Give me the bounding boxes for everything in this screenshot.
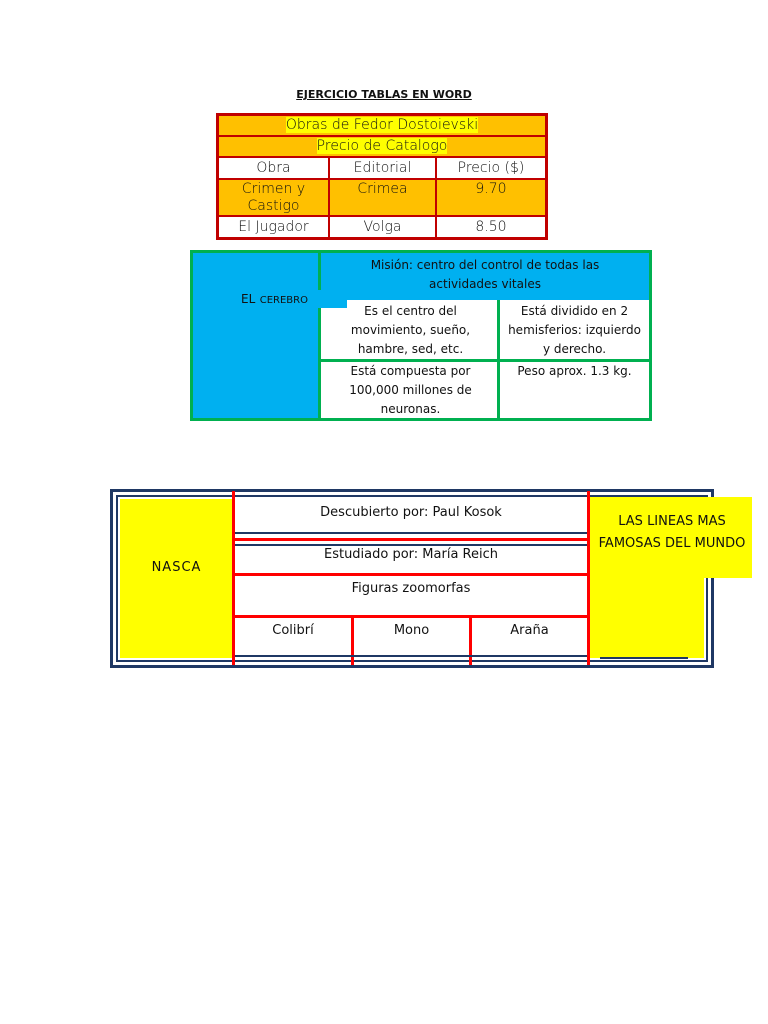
cerebro-cell: Es el centro del movimiento, sueño, hambre, sed, etc. [350, 304, 471, 356]
table1-header-cell: Precio ($) [457, 160, 525, 176]
cerebro-table [190, 250, 652, 421]
nasca-row: Figuras zoomorfas [351, 581, 471, 596]
dostoievski-table [216, 113, 548, 240]
table1-header-cell: Editorial [330, 158, 437, 178]
cerebro-cell: Está compuesta por 100,000 millones de neuronas. [349, 364, 472, 416]
table1-subtitle-row [219, 137, 545, 158]
cerebro-label [241, 290, 347, 308]
table1-cell: El Jugador [219, 217, 330, 237]
table-row [219, 217, 545, 237]
table-row [219, 180, 545, 217]
table1-cell: 9.70 [475, 181, 507, 197]
table1-subtitle: Precio de Catalogo [316, 138, 448, 154]
table1-header-row [219, 158, 545, 180]
table1-title-row [219, 116, 545, 137]
cerebro-side-cell [193, 253, 321, 418]
table1-cell: Crimea [330, 180, 437, 215]
table1-cell: Crimen y Castigo [219, 180, 330, 215]
nasca-row: Descubierto por: Paul Kosok [320, 505, 502, 520]
nasca-row: Estudiado por: María Reich [323, 547, 498, 562]
figure-cell: Mono [393, 623, 430, 638]
table1-title: Obras de Fedor Dostoievski [285, 117, 479, 133]
cerebro-cell: Peso aprox. 1.3 kg. [517, 364, 632, 378]
table1-header-cell: Obra [219, 158, 330, 178]
cerebro-cell: Está dividido en 2 hemisferios: izquierdo y derecho. [508, 304, 641, 356]
table1-cell: Volga [330, 217, 437, 237]
cerebro-label-small: CEREBRO [259, 295, 308, 306]
nasca-label: NASCA [151, 560, 202, 575]
lineas-label: LAS LINEAS MAS FAMOSAS DEL MUNDO [598, 514, 746, 551]
page-title: EJERCICIO TABLAS EN WORD [296, 88, 472, 101]
nasca-left-cell [120, 499, 233, 658]
cerebro-label-big: EL [241, 292, 256, 306]
table1-cell: 8.50 [475, 219, 507, 235]
figure-cell: Araña [510, 623, 549, 638]
mission-cell: Misión: centro del control de todas las actividades vitales [321, 253, 649, 300]
figure-cell: Colibrí [272, 623, 314, 638]
